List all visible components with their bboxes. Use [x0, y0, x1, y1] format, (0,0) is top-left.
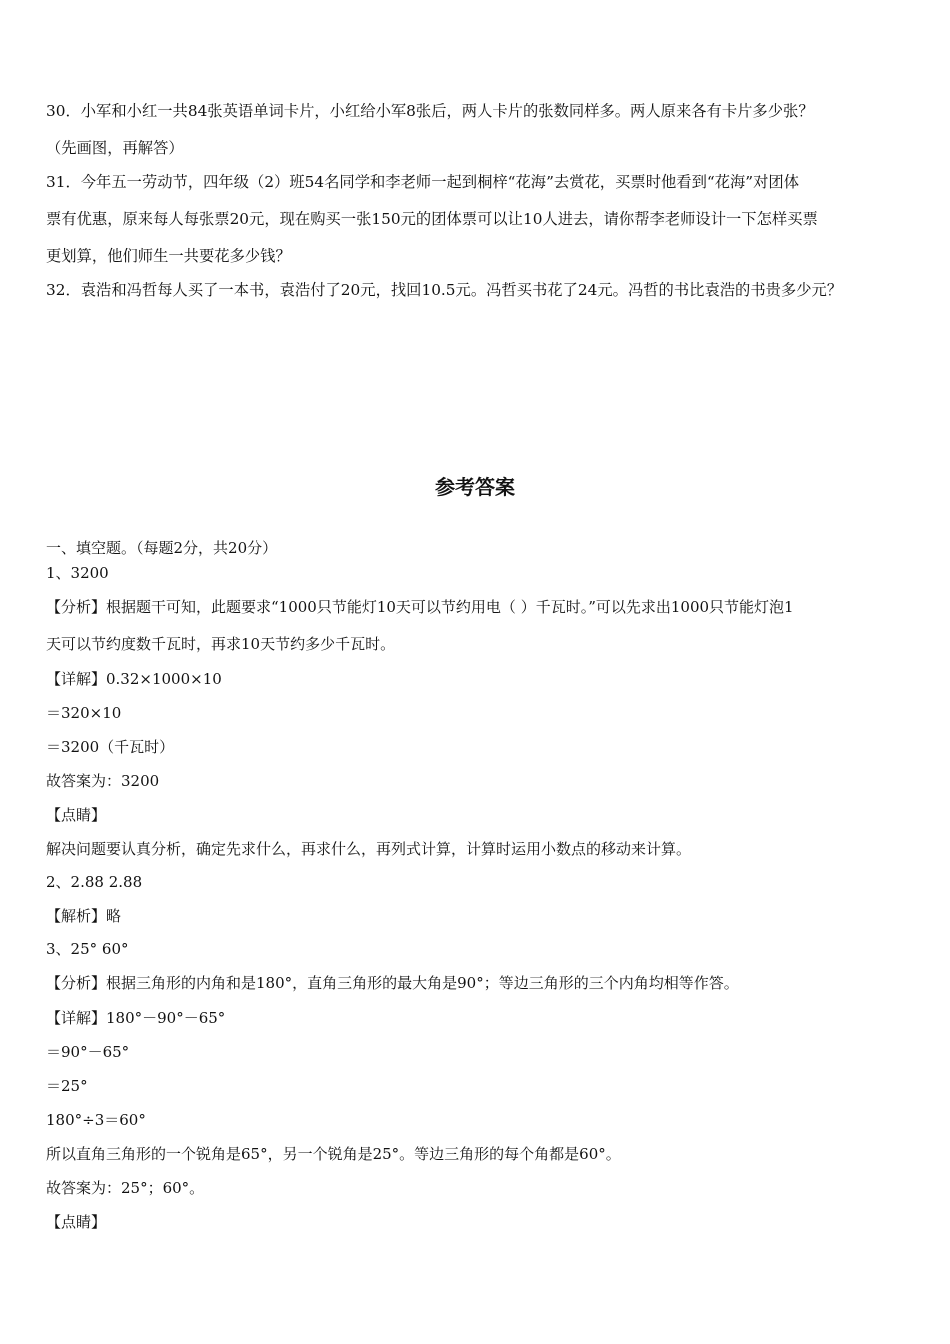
- question-30-line-1: 30．小军和小红一共84张英语单词卡片，小红给小军8张后，两人卡片的张数同样多。两人原来各有卡片多少张？: [46, 102, 814, 120]
- answer-key-title: 参考答案: [435, 475, 515, 499]
- answer-3-step-1: ＝90°－65°: [46, 1043, 130, 1061]
- question-32-line-1: 32．袁浩和冯哲每人买了一本书，袁浩付了20元，找回10.5元。冯哲买书花了24元。冯哲的书比袁浩的书贵多少元？: [46, 281, 843, 299]
- question-30-line-2: （先画图，再解答）: [46, 139, 184, 157]
- answer-1-detail: 【详解】0.32×1000×10: [46, 670, 222, 688]
- answer-1-analysis-line-1: 【分析】根据题干可知，此题要求“1000只节能灯10天可以节约用电（ ）千瓦时。”可以先求出1000只节能灯泡1: [46, 598, 794, 616]
- section-heading: 一、填空题。（每题2分，共20分）: [46, 539, 278, 557]
- answer-3-step-2: ＝25°: [46, 1077, 88, 1095]
- answer-3-tip-label: 【点睛】: [46, 1213, 107, 1231]
- answer-1-tip-text: 解决问题要认真分析，确定先求什么，再求什么，再列式计算，计算时运用小数点的移动来计算。: [46, 840, 692, 858]
- answer-3-analysis: 【分析】根据三角形的内角和是180°，直角三角形的最大角是90°；等边三角形的三个内角均相等作答。: [46, 974, 739, 992]
- answer-1-conclusion: 故答案为：3200: [46, 772, 160, 790]
- answer-1-tip-label: 【点睛】: [46, 806, 107, 824]
- answer-1-step-1: ＝320×10: [46, 704, 122, 722]
- question-31-line-3: 更划算，他们师生一共要花多少钱？: [46, 247, 291, 265]
- answer-3-step-3: 180°÷3＝60°: [46, 1111, 146, 1129]
- answer-3-explanation: 所以直角三角形的一个锐角是65°，另一个锐角是25°。等边三角形的每个角都是60°。: [46, 1145, 621, 1163]
- answer-1-header: 1、3200: [46, 564, 109, 582]
- answer-3-conclusion: 故答案为：25°；60°。: [46, 1179, 205, 1197]
- answer-2-header: 2、2.88 2.88: [46, 873, 143, 891]
- answer-3-detail: 【详解】180°－90°－65°: [46, 1009, 226, 1027]
- answer-1-analysis-line-2: 天可以节约度数千瓦时，再求10天节约多少千瓦时。: [46, 635, 396, 653]
- question-31-line-2: 票有优惠，原来每人每张票20元，现在购买一张150元的团体票可以让10人进去，请你帮李老师设计一下怎样买票: [46, 210, 818, 228]
- question-31-line-1: 31．今年五一劳动节，四年级（2）班54名同学和李老师一起到桐梓“花海”去赏花，买票时他看到“花海”对团体: [46, 173, 800, 191]
- answer-1-step-2: ＝3200（千瓦时）: [46, 738, 175, 756]
- answer-2-analysis: 【解析】略: [46, 907, 122, 925]
- answer-3-header: 3、25° 60°: [46, 940, 129, 958]
